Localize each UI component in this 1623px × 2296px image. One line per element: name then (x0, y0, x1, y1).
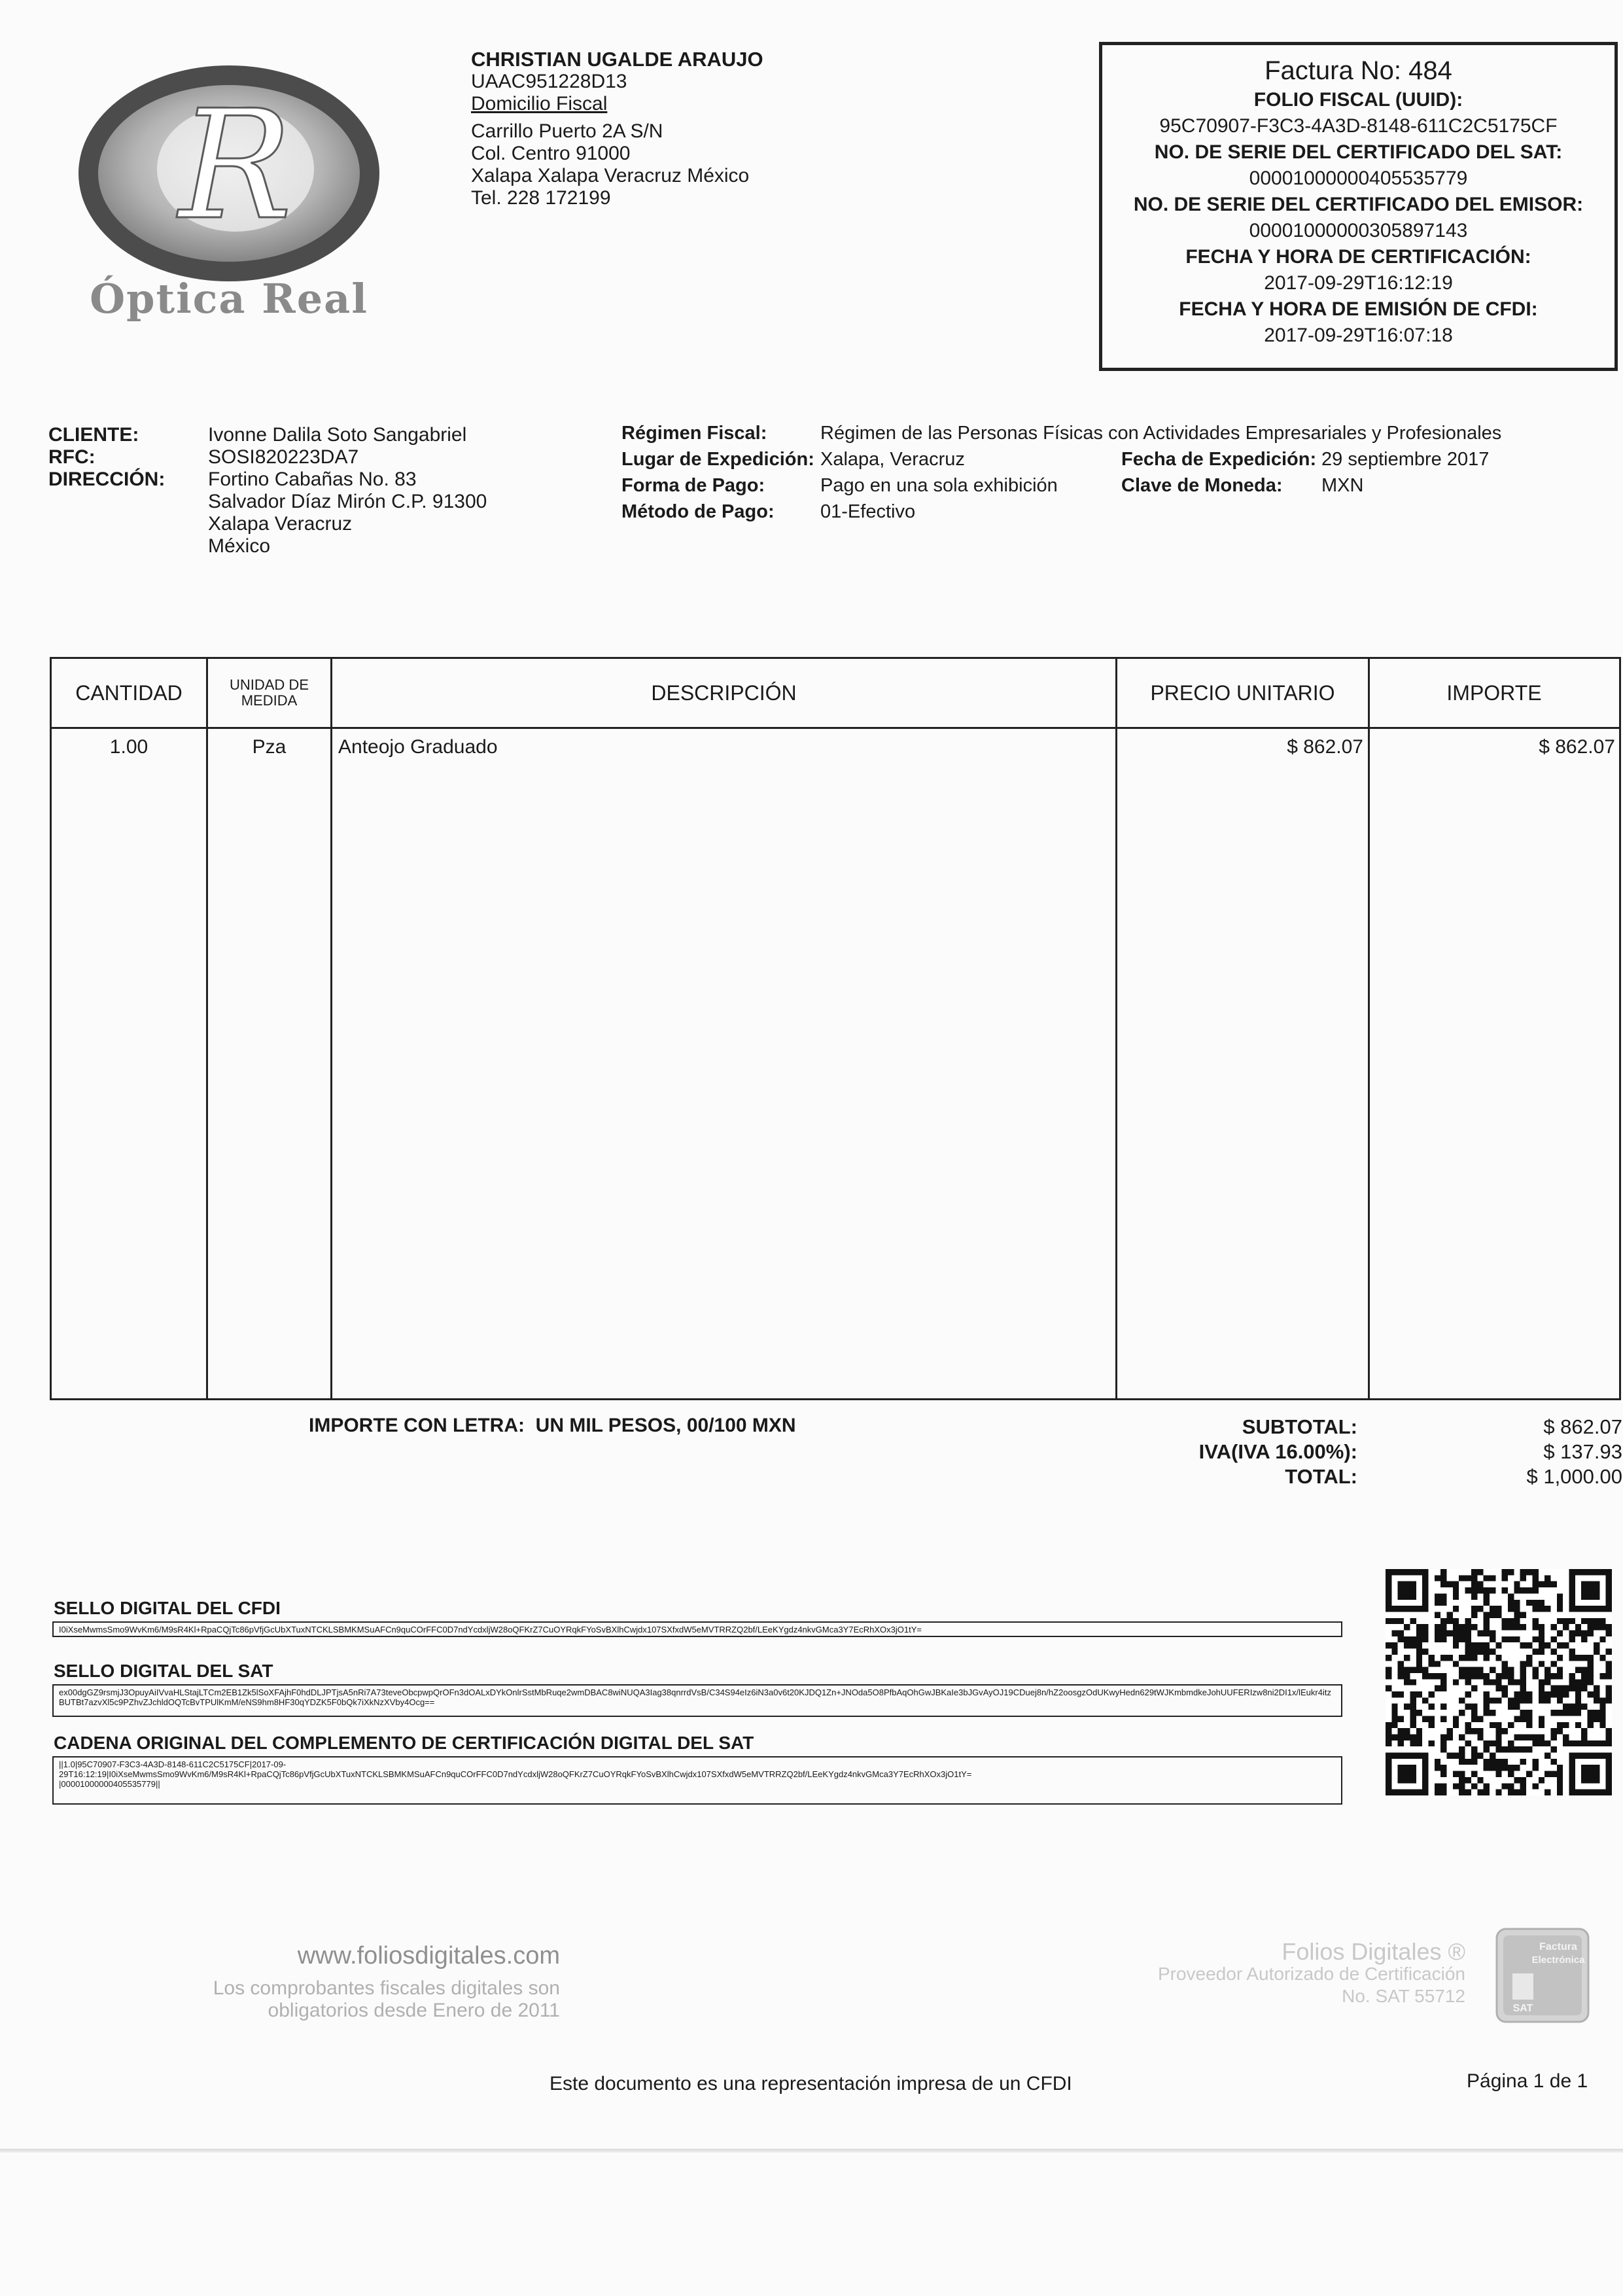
importe-con-letra (309, 1415, 796, 1437)
forma-label: Forma de Pago: (621, 475, 765, 496)
header-unidad: UNIDAD DE MEDIDA (229, 677, 309, 709)
proveedor-desc: Proveedor Autorizado de Certificación (1157, 1964, 1465, 1984)
fecha-emision-label: FECHA Y HORA DE EMISIÓN DE CFDI: (1179, 298, 1538, 320)
forma-value: Pago en una sola exhibición (820, 475, 1058, 496)
total-value: $ 1,000.00 (1526, 1465, 1622, 1488)
factura-box (1099, 42, 1618, 371)
sello-cfdi: I0iXseMwmsSmo9WvKm6/M9sR4Kl+RpaCQjTc86pVfjGcUbXTuxNTCKLSBMKMSuAFCn9quCOrFFC0D7ndYcdxljW28oQFKrZ7CuOYRqkFYoSvBXlhCwjdx107SXfxdW5eMVTRRZQ2bf/LEeKYgdz4nkvGMca3Y7EcRhXOx3jO1tY= (59, 1625, 922, 1634)
page-number: Página 1 de 1 (1467, 2070, 1588, 2092)
issuer-name: CHRISTIAN UGALDE ARAUJO (471, 48, 763, 71)
iva-value: $ 137.93 (1543, 1440, 1622, 1463)
items-table (50, 657, 1621, 1400)
letra-label: IMPORTE CON LETRA: (309, 1415, 525, 1436)
badge-line-3: SAT (1512, 2003, 1533, 2014)
folios-note (170, 1977, 560, 2022)
header-cantidad: CANTIDAD (75, 680, 183, 705)
subtotal-label: SUBTOTAL: (1242, 1415, 1357, 1438)
badge-line-2: Electrónica (1531, 1954, 1585, 1966)
direccion-label: DIRECCIÓN: (48, 468, 166, 490)
folios-note-2: obligatorios desde Enero de 2011 (268, 2000, 560, 2021)
fiscal-info-labels (621, 420, 814, 525)
total-label: TOTAL: (1285, 1465, 1357, 1488)
fecha-moneda-values (1321, 446, 1489, 499)
serie-sat-label: NO. DE SERIE DEL CERTIFICADO DEL SAT: (1154, 141, 1563, 163)
folio-fiscal-label: FOLIO FISCAL (UUID): (1253, 89, 1463, 111)
row-precio: $ 862.07 (1287, 736, 1363, 758)
cadena-box (52, 1756, 1342, 1805)
header-importe: IMPORTE (1446, 680, 1542, 705)
header-precio: PRECIO UNITARIO (1150, 680, 1335, 705)
header-descripcion: DESCRIPCIÓN (651, 680, 797, 705)
issuer-street: Carrillo Puerto 2A S/N (471, 120, 663, 142)
proveedor-name: Folios Digitales ® (1282, 1938, 1465, 1965)
cadena-line-3: |00001000000405535779|| (59, 1779, 160, 1789)
sat-badge-icon (1494, 1926, 1591, 2024)
issuer-rfc: UAAC951228D13 (471, 71, 627, 92)
proveedor-block (1125, 1938, 1465, 2007)
issuer-city: Xalapa Xalapa Veracruz México (471, 165, 750, 186)
serie-emisor-label: NO. DE SERIE DEL CERTIFICADO DEL EMISOR: (1133, 194, 1584, 215)
letra-value: UN MIL PESOS, 00/100 MXN (535, 1415, 796, 1436)
cadena-label: CADENA ORIGINAL DEL COMPLEMENTO DE CERTIFICACIÓN DIGITAL DEL SAT (54, 1733, 754, 1753)
sello-cfdi-label: SELLO DIGITAL DEL CFDI (54, 1598, 281, 1618)
row-unidad: Pza (252, 736, 287, 758)
fecha-moneda-labels (1121, 446, 1316, 499)
totals-labels (1112, 1415, 1357, 1489)
folios-note-1: Los comprobantes fiscales digitales son (213, 1977, 560, 1999)
issuer-block (471, 48, 763, 209)
issuer-colonia: Col. Centro 91000 (471, 143, 631, 164)
logo-letter: R (179, 79, 292, 253)
serie-sat: 00001000000405535779 (1249, 168, 1468, 189)
sello-sat: ex00dgGZ9rsmjJ3OpuyAiIVvaHLStajLTCm2EB1Zk5lSoXFAjhF0hdDLJPTjsA5nRi7A73teveObcpwpQrOFn3dOALxDYkOnlrSstMbRuqe2wmDBAC8wiNUQA3Iag38qnrrdVsB/C34S94eIz6iN3a0v6t20KJDQ1Zn+JNOda5O8PfbAqOhGwJBKaIe3bJGvAyOJ19CDuej8n/hZ2oosgzOdUKwyHedn629tWJKmbmdkeJohUUFERIzw8ni2DI1x/lEukr4itzBUTBt7azvXl5c9PZhvZJchldOQTcBvTPUlKmM/eNS9hm8HF30qYDZK5F0bQk7iXkNzXVby4Ocg== (59, 1687, 1331, 1707)
proveedor-sat: No. SAT 55712 (1342, 1986, 1465, 2006)
metodo-label: Método de Pago: (621, 501, 775, 522)
issuer-tel: Tel. 228 172199 (471, 187, 611, 209)
metodo-value: 01-Efectivo (820, 501, 916, 522)
moneda-label: Clave de Moneda: (1121, 475, 1283, 496)
client-address-4: México (208, 535, 271, 557)
client-values (208, 424, 487, 557)
cliente-label: CLIENTE: (48, 424, 139, 446)
qr-code-icon (1386, 1569, 1612, 1795)
row-importe: $ 862.07 (1539, 736, 1615, 758)
badge-line-1: Factura (1539, 1941, 1577, 1952)
fecha-expedicion: 29 septiembre 2017 (1321, 449, 1490, 470)
folio-fiscal: 95C70907-F3C3-4A3D-8148-611C2C5175CF (1159, 115, 1558, 137)
rfc-label: RFC: (48, 446, 96, 468)
fecha-emision: 2017-09-29T16:07:18 (1264, 325, 1453, 346)
domicilio-fiscal-label: Domicilio Fiscal (471, 93, 608, 115)
client-rfc: SOSI820223DA7 (208, 446, 359, 468)
serie-emisor: 00001000000305897143 (1249, 220, 1468, 241)
client-address-3: Xalapa Veracruz (208, 513, 353, 535)
fecha-expedicion-label: Fecha de Expedición: (1121, 449, 1317, 470)
moneda: MXN (1321, 475, 1364, 496)
iva-label: IVA(IVA 16.00%): (1198, 1440, 1357, 1463)
lugar-label: Lugar de Expedición: (621, 449, 814, 470)
client-address-1: Fortino Cabañas No. 83 (208, 468, 417, 490)
subtotal-value: $ 862.07 (1543, 1415, 1622, 1438)
cadena-line-1: ||1.0|95C70907-F3C3-4A3D-8148-611C2C5175CF|2017-09- (59, 1759, 287, 1769)
folios-web: www.foliosdigitales.com (297, 1942, 560, 1969)
totals-values (1426, 1415, 1622, 1489)
cadena-line-2: 29T16:12:19|I0iXseMwmsSmo9WvKm6/M9sR4Kl+RpaCQjTc86pVfjGcUbXTuxNTCKLSBMKMSuAFCn9quCOrFFC0D7ndYcdxljW28oQFKrZ7CuOYRqkFYoSvBXlhCwjdx107SXfxdW5eMVTRRZQ2bf/LEeKYgdz4nkvGMca3Y7EcRhXOx3jO1tY= (59, 1769, 972, 1779)
cfdi-note: Este documento es una representación impresa de un CFDI (550, 2073, 1072, 2094)
fecha-cert: 2017-09-29T16:12:19 (1264, 272, 1453, 294)
client-name: Ivonne Dalila Soto Sangabriel (208, 424, 467, 446)
row-descripcion: Anteojo Graduado (338, 736, 498, 758)
row-cantidad: 1.00 (109, 736, 148, 758)
client-address-2: Salvador Díaz Mirón C.P. 91300 (208, 491, 487, 512)
paper-fold (0, 2149, 1623, 2153)
sello-sat-box (52, 1684, 1342, 1717)
logo-text: Óptica Real (90, 275, 368, 323)
fecha-cert-label: FECHA Y HORA DE CERTIFICACIÓN: (1185, 246, 1531, 268)
regimen-label: Régimen Fiscal: (621, 423, 767, 444)
lugar-value: Xalapa, Veracruz (820, 449, 965, 470)
sello-sat-label: SELLO DIGITAL DEL SAT (54, 1661, 273, 1681)
factura-number: Factura No: 484 (1265, 56, 1452, 85)
regimen-value: Régimen de las Personas Físicas con Actividades Empresariales y Profesionales (820, 423, 1502, 444)
sello-cfdi-box (52, 1621, 1342, 1637)
client-labels (48, 424, 165, 491)
